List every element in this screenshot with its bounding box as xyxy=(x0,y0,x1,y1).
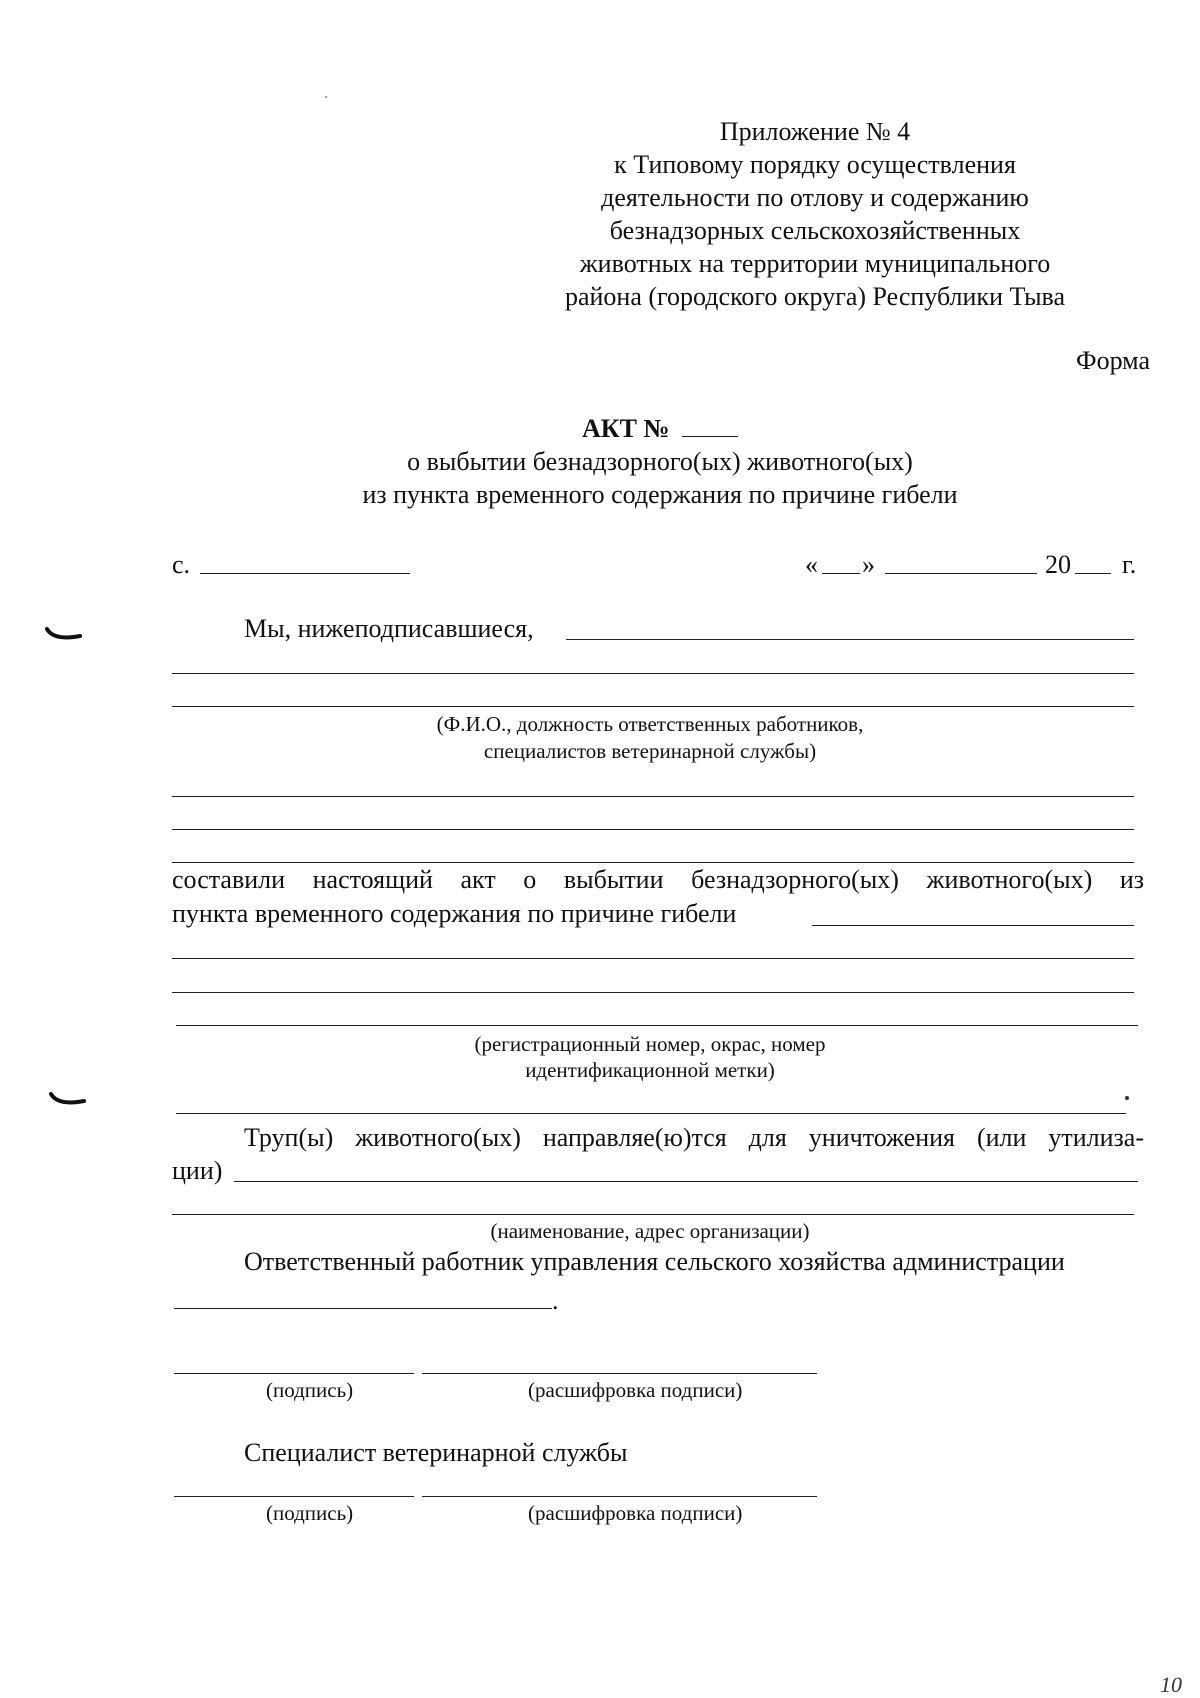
annex-line: безнадзорных сельскохозяйственных xyxy=(609,216,1021,245)
signature-caption-1: (подпись) xyxy=(266,1378,354,1402)
decode-caption-2: (расшифровка подписи) xyxy=(528,1501,743,1525)
form-label: Форма xyxy=(1076,346,1150,375)
persons-field-4[interactable] xyxy=(172,796,1134,797)
village-prefix: с. xyxy=(172,550,191,579)
year-suffix: г. xyxy=(1122,550,1137,579)
signature-caption-2: (подпись) xyxy=(266,1501,354,1525)
persons-field-3[interactable] xyxy=(172,706,1134,707)
animal-field-5[interactable] xyxy=(176,1113,1126,1114)
month-field[interactable] xyxy=(885,573,1037,574)
act-subtitle-1: о выбытии безнадзорного(ых) животного(ых) xyxy=(407,447,913,476)
act-title-row xyxy=(170,412,1150,445)
responsible-label: Ответственный работник управления сельского хозяйства администрации xyxy=(244,1247,1065,1276)
signature-field-2[interactable] xyxy=(174,1496,414,1497)
compiled-line-1: составили настоящий акт о выбытии безнадзорного(ых) животного(ых) из xyxy=(172,865,1144,894)
page-number: 10 xyxy=(1160,1672,1182,1697)
signature-decode-field-1[interactable] xyxy=(422,1373,817,1374)
year-field[interactable] xyxy=(1075,573,1111,574)
act-number-field[interactable] xyxy=(682,414,738,437)
scan-artifact xyxy=(325,96,327,98)
animal-field-1[interactable] xyxy=(812,925,1134,926)
persons-field-2[interactable] xyxy=(172,673,1134,674)
persons-field-5[interactable] xyxy=(172,829,1134,830)
caption-persons-1: (Ф.И.О., должность ответственных работников, xyxy=(436,712,864,736)
animal-field-3[interactable] xyxy=(172,992,1134,993)
caption-organization: (наименование, адрес организации) xyxy=(490,1219,810,1243)
organization-field-1[interactable] xyxy=(234,1181,1138,1182)
act-subtitle-2: из пункта временного содержания по причине гибели xyxy=(362,480,958,509)
organization-field-2[interactable] xyxy=(172,1214,1134,1215)
annex-line: деятельности по отлову и содержанию xyxy=(601,183,1029,212)
caption-animal-1: (регистрационный номер, окрас, номер xyxy=(474,1032,826,1056)
signature-field-1[interactable] xyxy=(174,1373,414,1374)
annex-line: к Типовому порядку осуществления xyxy=(614,150,1016,179)
annex-line: района (городского округа) Республики Тыва xyxy=(564,282,1066,311)
we-signed-label: Мы, нижеподписавшиеся, xyxy=(244,614,534,643)
annex-header xyxy=(555,115,1075,313)
animal-field-4[interactable] xyxy=(176,1025,1138,1026)
bracket-mark-icon xyxy=(44,625,84,647)
day-field[interactable] xyxy=(822,573,860,574)
period-mark xyxy=(1125,1096,1129,1100)
animal-field-2[interactable] xyxy=(172,958,1134,959)
annex-line: Приложение № 4 xyxy=(719,117,911,146)
act-title: АКТ № xyxy=(581,414,670,443)
caption-persons-2: специалистов ветеринарной службы) xyxy=(483,739,817,763)
administration-field[interactable] xyxy=(174,1308,552,1309)
persons-field-1[interactable] xyxy=(566,639,1134,640)
compiled-line-2: пункта временного содержания по причине гибели xyxy=(172,899,737,928)
decode-caption-1: (расшифровка подписи) xyxy=(528,1378,743,1402)
village-field[interactable] xyxy=(200,573,410,574)
bracket-mark-icon xyxy=(48,1090,88,1112)
caption-animal-2: идентификационной метки) xyxy=(525,1058,775,1082)
corpse-line-1: Труп(ы) животного(ых) направляе(ю)тся для уничтожения (или утилиза- xyxy=(244,1123,1144,1152)
corpse-line-2: ции) xyxy=(172,1156,223,1185)
year-prefix: 20 xyxy=(1045,550,1071,579)
annex-line: животных на территории муниципального xyxy=(579,249,1051,278)
administration-period: . xyxy=(552,1286,559,1315)
signature-decode-field-2[interactable] xyxy=(422,1496,817,1497)
quote-open: « xyxy=(805,550,818,579)
quote-close: » xyxy=(862,550,875,579)
vet-specialist-label: Специалист ветеринарной службы xyxy=(244,1438,628,1467)
